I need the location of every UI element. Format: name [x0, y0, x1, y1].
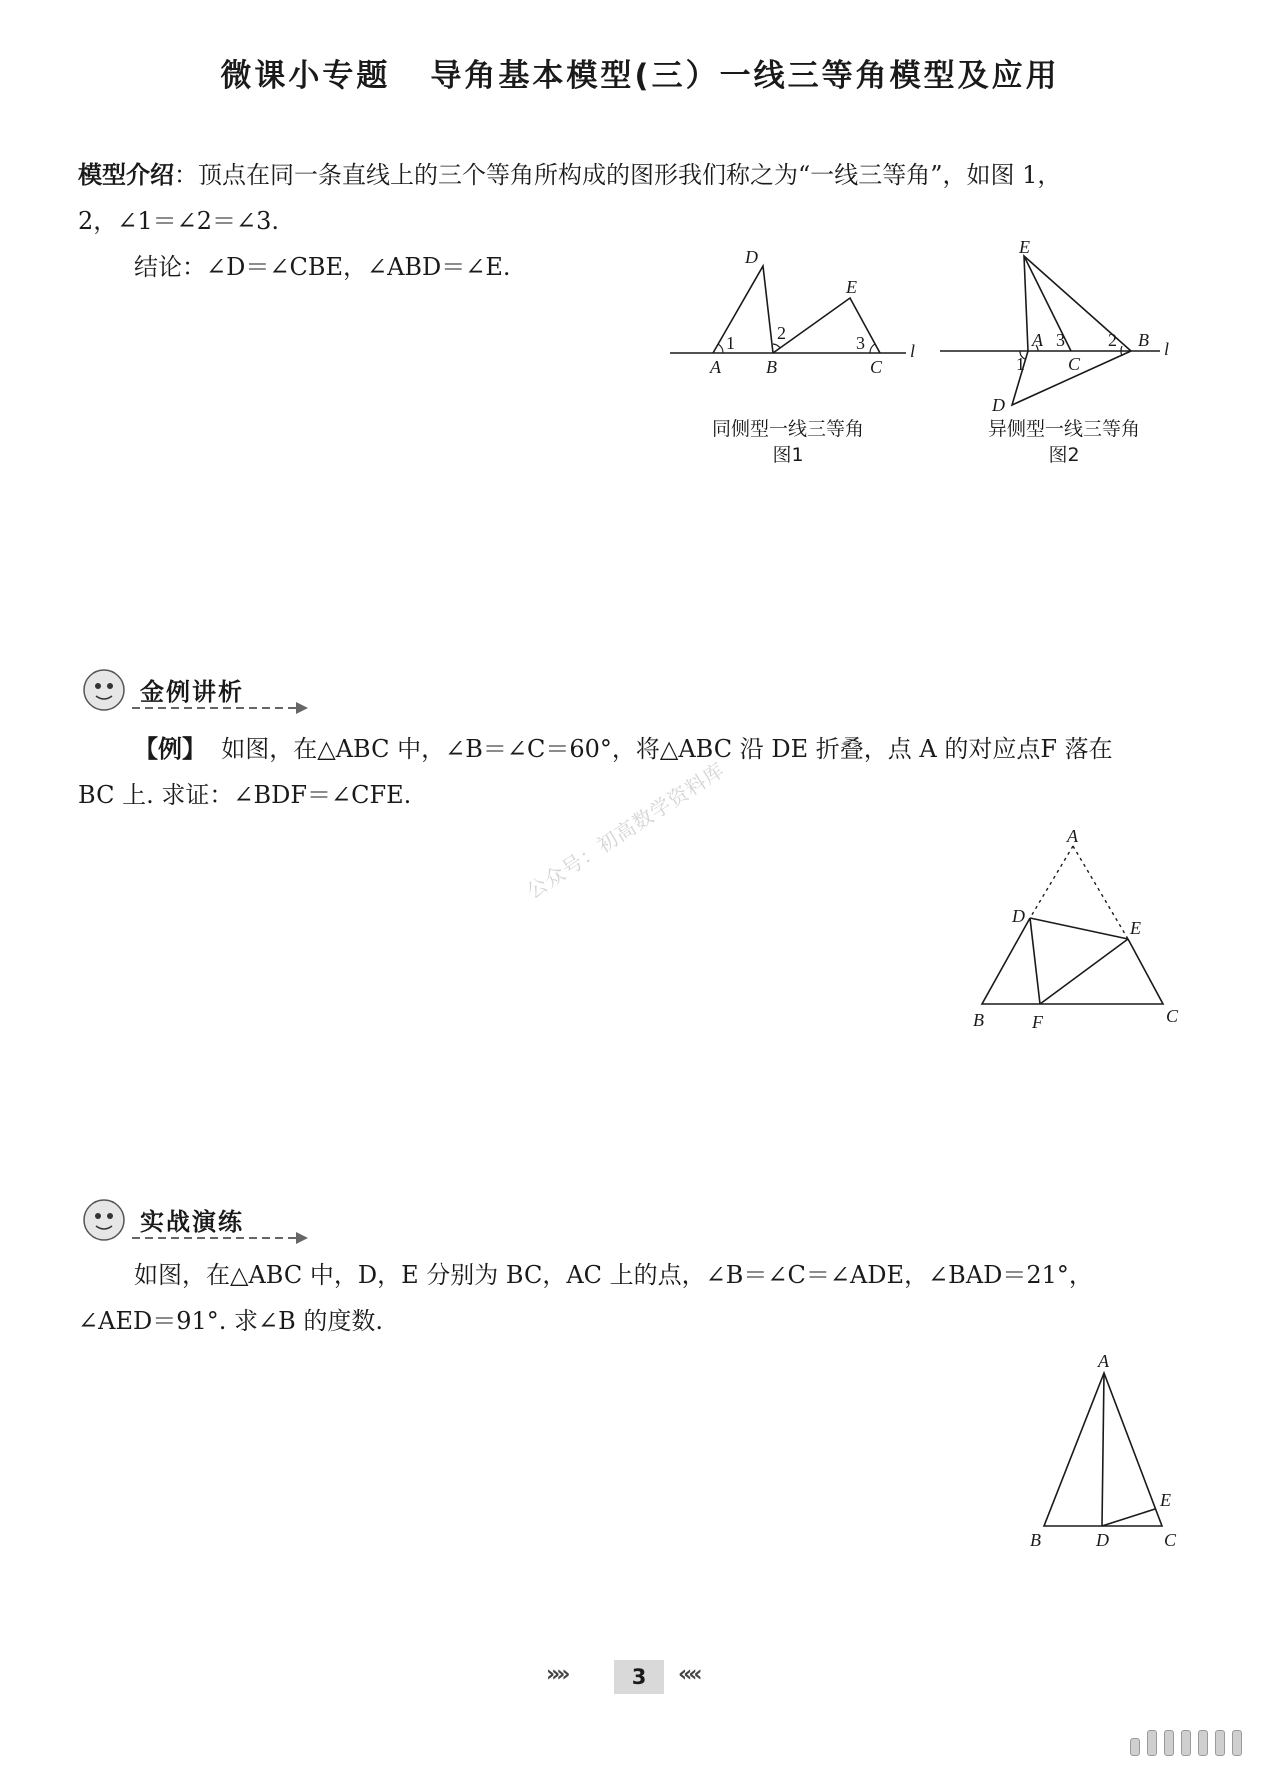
figure-2-caption [946, 416, 1182, 468]
fig2-label-a: A [1032, 330, 1043, 350]
example-line2: BC 上. 求证：∠BDF＝∠CFE. [78, 781, 412, 809]
figure-1-caption [670, 416, 906, 468]
intro-label: 模型介绍 [78, 161, 174, 189]
fig2-label-e: E [1019, 237, 1030, 257]
fig2-label-b: B [1138, 330, 1149, 350]
fig1-caption-text: 同侧型一线三等角 [711, 418, 864, 440]
fig2-label-d: D [992, 395, 1005, 415]
fig3-label-b: B [973, 1010, 984, 1030]
intro-line2: 2，∠1＝∠2＝∠3. [78, 207, 280, 235]
fig1-label-d: D [745, 247, 758, 267]
fig4-label-e: E [1160, 1490, 1171, 1510]
intro-line1: ：顶点在同一条直线上的三个等角所构成的图形我们称之为“一线三等角”，如图 1， [174, 161, 1062, 189]
fig1-label-c: C [870, 357, 883, 377]
fig1-label-b: B [766, 357, 777, 377]
page-number: 3 [614, 1660, 664, 1694]
example-banner-arrow-icon [296, 702, 308, 714]
fig2-label-c: C [1068, 354, 1081, 374]
watermark: 公众号：初高数学资料库 [522, 757, 729, 904]
fig3-df [1030, 918, 1040, 1004]
footer-right-arrows: «« [678, 1662, 699, 1687]
fig3-label-c: C [1166, 1006, 1179, 1026]
fig3-fe [1040, 939, 1128, 1004]
example-mascot-icon [84, 670, 124, 710]
fig4-label-d: D [1096, 1530, 1109, 1550]
example-line1: 如图，在△ABC 中，∠B＝∠C＝60°，将△ABC 沿 DE 折叠，点 A 的对应点F 落在 [221, 735, 1113, 763]
fig3-label-d: D [1012, 906, 1025, 926]
practice-line1: 如图，在△ABC 中，D，E 分别为 BC，AC 上的点，∠B＝∠C＝∠ADE，∠BAD＝21°， [134, 1261, 1093, 1289]
fig2-label-l: l [1164, 339, 1170, 359]
fig3-dotted-ae [1073, 846, 1128, 939]
fig3-dotted-ad [1030, 846, 1073, 918]
fig3-label-a: A [1067, 826, 1078, 846]
fig1-angle-1-arc [718, 344, 723, 353]
practice-paragraph [78, 1252, 1178, 1344]
figure-4 [1014, 1348, 1194, 1552]
fig1-angle-3: 3 [856, 333, 865, 353]
title-series: 微课小专题 [220, 58, 391, 94]
practice-banner [74, 1194, 314, 1250]
example-tag: 【例】 [134, 735, 206, 763]
fig4-label-c: C [1164, 1530, 1177, 1550]
fig4-label-b: B [1030, 1530, 1041, 1550]
fig2-angle-3: 3 [1056, 330, 1065, 350]
fig1-angle-3-arc [870, 344, 875, 353]
figure-2 [940, 237, 1200, 419]
fig1-triangle-abd [713, 266, 773, 353]
fig3-label-e: E [1130, 918, 1141, 938]
fig3-fold-de [1030, 918, 1128, 939]
fig1-angle-2: 2 [777, 323, 786, 343]
example-paragraph [78, 726, 1178, 818]
fig1-angle-1: 1 [726, 333, 735, 353]
page-title [0, 50, 1280, 95]
example-banner-title: 金例讲析 [140, 678, 244, 706]
fig1-label-a: A [710, 357, 721, 377]
fig3-label-f: F [1032, 1012, 1043, 1032]
fig2-angle-1: 1 [1016, 354, 1025, 374]
figure-3 [960, 826, 1200, 1030]
figure-1 [670, 245, 930, 389]
practice-banner-title: 实战演练 [140, 1208, 244, 1236]
practice-mascot-icon [84, 1200, 124, 1240]
example-banner [74, 664, 314, 720]
fig4-de [1102, 1509, 1155, 1526]
corner-decoration [1130, 1730, 1242, 1756]
fig1-label-l: l [910, 341, 916, 361]
fig1-label-e: E [846, 277, 857, 297]
fig4-label-a: A [1098, 1351, 1109, 1371]
fig2-caption-text: 异侧型一线三等角 [987, 418, 1140, 440]
practice-line2: ∠AED＝91°. 求∠B 的度数. [78, 1307, 384, 1335]
fig2-angle-2: 2 [1108, 330, 1117, 350]
page-footer [540, 1658, 740, 1698]
fig1-caption-label: 图1 [772, 444, 804, 466]
fig4-ad [1102, 1373, 1104, 1526]
title-topic: 导角基本模型(三）一线三等角模型及应用 [430, 58, 1060, 94]
practice-banner-arrow-icon [296, 1232, 308, 1244]
fig1-angle-2-arc [773, 344, 780, 348]
footer-left-arrows: »» [546, 1662, 567, 1687]
fig2-caption-label: 图2 [1048, 444, 1080, 466]
intro-conclusion: 结论：∠D＝∠CBE，∠ABD＝∠E. [134, 253, 511, 281]
